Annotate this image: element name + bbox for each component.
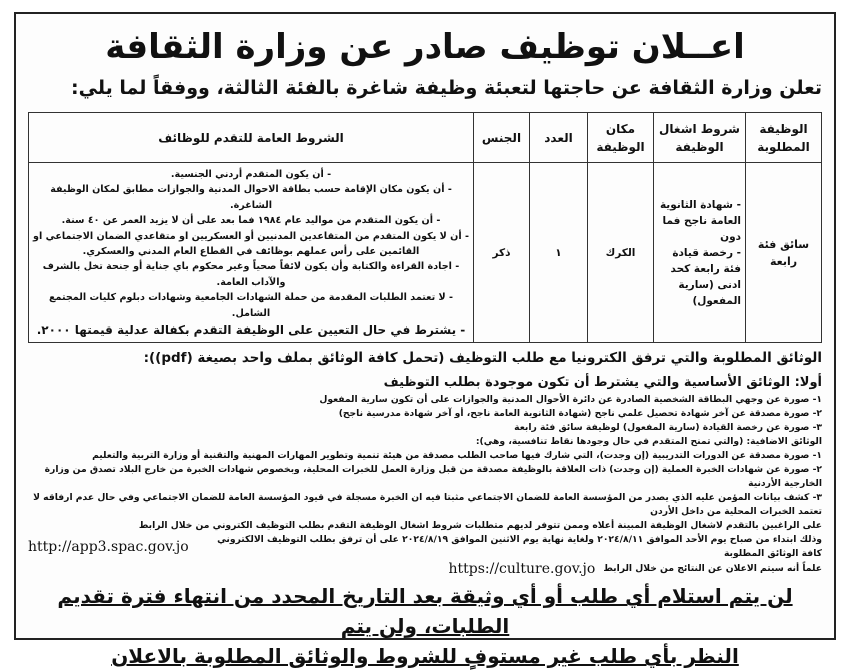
basic-doc-item: ٣- صورة عن رخصة القيادة (سارية المفعول) لوظيفة سائق فئة رابعة [514,422,822,434]
basic-docs-heading: أولا: الوثائق الأساسية والتي يشترط أن تكون موجودة بطلب التوظيف [383,375,822,391]
results-note: علماً أنه سيتم الاعلان عن النتائج من خلال الرابط [603,563,822,575]
cell-gender: ذكر [474,163,530,343]
cell-count: ١ [530,163,588,343]
condition-item: - أن يكون المتقدم أردني الجنسية. [170,169,332,180]
apply-dates: وذلك ابتداء من صباح يوم الأحد الموافق ٢٠٢٤/٨/١١ ولغاية نهاية يوم الاثنين الموافق ٢٠٢٤/٨/١٩ على أن ترفق بطلب التوظيف الالكتروني كافة الوثائق المطلوبة [217,534,822,560]
warning-line-1: لن يتم استلام أي طلب أو أي وثيقة بعد التاريخ المحدد من انتهاء فترة تقديم الطلبات، ولن يتم [57,584,793,639]
condition-item: - أن يكون مكان الإقامة حسب بطاقة الاحوال المدنية والجوازات مطابق لمكان الوظيفة الشاغرة. [50,184,452,211]
extra-docs-heading: الوثائق الاضافية: (والتي تمنح المتقدم في حال وجودها نقاط تنافسية، وهي): [475,436,822,448]
results-row [28,561,822,577]
extra-doc-item: ١- صورة مصدقة عن الدورات التدريبية (إن وجدت)، التي شارك فيها صاحب الطلب مصدقة من هيئة تنمية وتطوير المهارات المهنية والتقنية أو وزارة التربية والتعليم [92,450,822,462]
table-header-row [29,113,822,163]
basic-doc-item: ٢- صورة مصدقة عن آخر شهادة تحصيل علمي ناجح (شهادة الثانوية العامة ناجح، أو آخر شهادة مدرسية ناجح) [338,408,822,420]
header-location: مكان الوظيفة [588,113,654,163]
table-row [29,163,822,343]
requirement-item: - رخصة قيادة فئة رابعة كحد ادنى (سارية المفعول) [670,246,741,307]
cell-conditions [29,163,474,343]
header-conditions: الشروط العامة للتقدم للوظائف [29,113,474,163]
docs-heading: الوثائق المطلوبة والتي ترفق الكترونيا مع طلب التوظيف (تحمل كافة الوثائق بملف واحد بصيغة (pdf)): [143,350,822,367]
results-link[interactable]: https://culture.gov.jo [448,561,596,578]
extra-doc-item: ٣- كشف بيانات المؤمن عليه الذي يصدر من المؤسسة العامة للضمان الاجتماعي مثبتا فيه ان الخبرة مسجلة في قيود المؤسسة العامة للضمان الاجتماعي وفي حال عدم ارفاقه لا تعتمد الخبرات المحلية من داخل الأردن [33,492,822,518]
job-title: سائق فئة رابعة [757,237,810,268]
page-subtitle: تعلن وزارة الثقافة عن حاجتها لتعبئة وظيفة شاغرة بالفئة الثالثة، ووفقاً لما يلي: [71,77,822,99]
extra-doc-item: ٢- صورة عن شهادات الخبرة العملية (إن وجدت) ذات العلاقة بالوظيفة مصدقة من قبل وزارة العمل للخبرات المحلية، وبخصوص شهادات الخبرة من خارج البلاد تصدق من وزارة الخارجية الأردنية [44,464,822,490]
page-title: اعــلان توظيف صادر عن وزارة الثقافة [105,27,745,67]
header-gender: الجنس [474,113,530,163]
requirement-item: - شهادة الثانوية العامة ناجح فما دون [659,198,741,243]
apply-link[interactable]: http://app3.spac.gov.jo [28,539,189,556]
announcement-frame [14,12,836,669]
jobs-table [28,112,822,343]
header-requirements: شروط اشغال الوظيفة [654,113,746,163]
header-count: العدد [530,113,588,163]
apply-row [28,533,822,561]
bond-condition: - يشترط في حال التعيين على الوظيفة التقدم بكفالة عدلية قيمتها ٢٠٠٠. [36,323,466,338]
cell-requirements [654,163,746,343]
warning-line-2: النظر بأي طلب غير مستوفٍ للشروط والوثائق المطلوبة بالاعلان [111,644,739,669]
cell-job [746,163,822,343]
condition-item: - أن يكون المتقدم من مواليد عام ١٩٨٤ فما بعد على أن لا يزيد العمر عن ٤٠ سنة. [61,215,441,227]
basic-doc-item: ١- صورة عن وجهي البطاقة الشخصية الصادرة عن دائرة الأحوال المدنية والجوازات على أن تكون سارية المفعول [319,394,822,406]
cell-location: الكرك [588,163,654,343]
condition-item: - اجادة القراءة والكتابة وأن يكون لائقاً صحياً وغير محكوم باي جناية أو جنحة تخل بالشرف والآداب العامة. [42,261,460,288]
header-job: الوظيفة المطلوبة [746,113,822,163]
condition-item: - أن لا يكون المتقدم من المتقاعدين المدنيين أو العسكريين او متقاعدي الضمان الاجتماعي او القائمين على رأس عملهم بوظائف في القطاع العام المدني والعسكري. [33,230,469,258]
condition-item: - لا تعتمد الطلبات المقدمة من حملة الشهادات الجامعية وشهادات دبلوم كليات المجتمع الشامل. [48,292,453,319]
apply-instructions: على الراغبين بالتقدم لاشغال الوظيفة المبينة أعلاه وممن تتوفر لديهم متطلبات شروط اشغال الوظيفة التقدم بطلب التوظيف الكتروني من خلال الرابط [138,520,822,532]
